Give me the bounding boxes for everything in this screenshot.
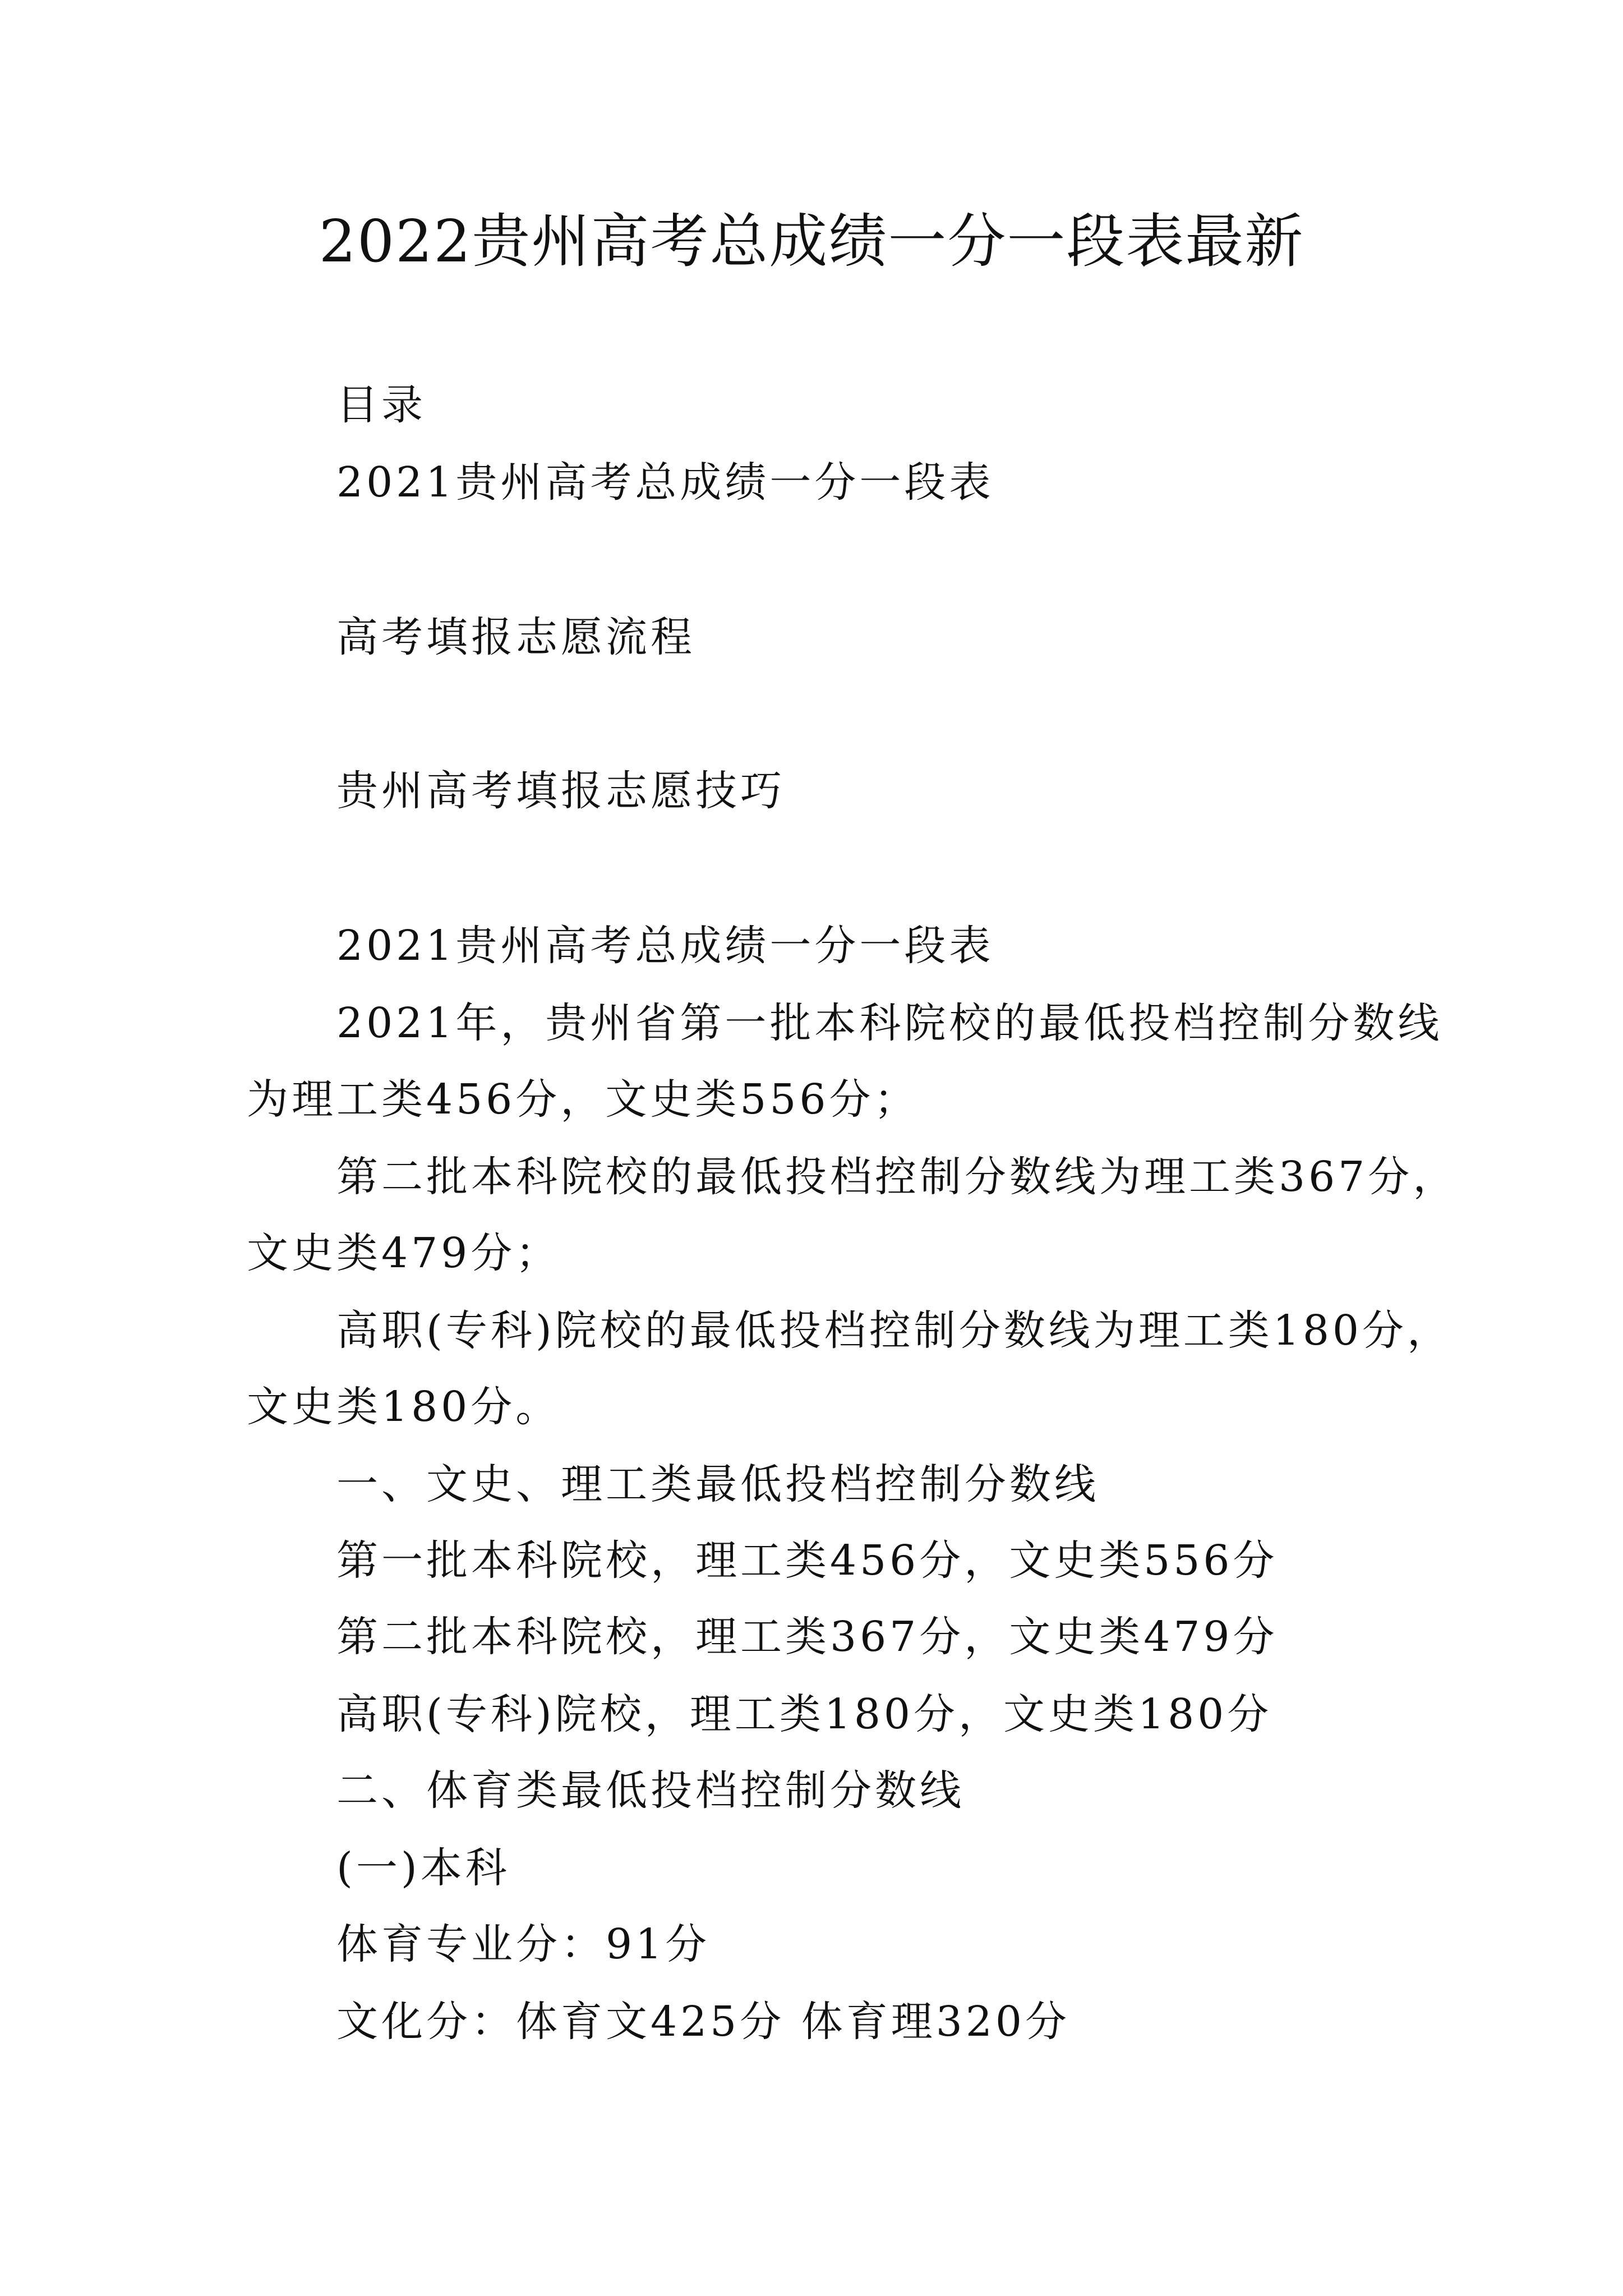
list-item: 高职(专科)院校，理工类180分，文史类180分 <box>336 1690 1272 1738</box>
paragraph-line: 为理工类456分，文史类556分； <box>247 1075 919 1124</box>
list-item: 第二批本科院校，理工类367分，文史类479分 <box>336 1613 1278 1661</box>
list-heading: 二、体育类最低投档控制分数线 <box>336 1766 965 1815</box>
paragraph-line: 文史类180分。 <box>247 1383 561 1431</box>
document-title: 2022贵州高考总成绩一分一段表最新 <box>319 207 1304 275</box>
paragraph-line: 第二批本科院校的最低投档控制分数线为理工类367分， <box>336 1153 1458 1201</box>
paragraph-line: 高职(专科)院校的最低投档控制分数线为理工类180分， <box>336 1306 1452 1355</box>
list-heading: 一、文史、理工类最低投档控制分数线 <box>336 1460 1099 1508</box>
toc-item-score-table: 2021贵州高考总成绩一分一段表 <box>336 458 994 507</box>
paragraph-line: 文史类479分； <box>247 1229 561 1277</box>
list-subheading: (一)本科 <box>336 1844 510 1892</box>
list-item: 文化分：体育文425分 体育理320分 <box>336 1998 1071 2046</box>
toc-item-application-process: 高考填报志愿流程 <box>336 613 695 661</box>
list-item: 体育专业分：91分 <box>336 1920 711 1968</box>
toc-item-application-tips: 贵州高考填报志愿技巧 <box>336 767 785 815</box>
toc-heading: 目录 <box>336 381 426 429</box>
section-heading: 2021贵州高考总成绩一分一段表 <box>336 922 994 970</box>
list-item: 第一批本科院校，理工类456分，文史类556分 <box>336 1536 1278 1585</box>
paragraph-line: 2021年，贵州省第一批本科院校的最低投档控制分数线 <box>336 999 1443 1047</box>
